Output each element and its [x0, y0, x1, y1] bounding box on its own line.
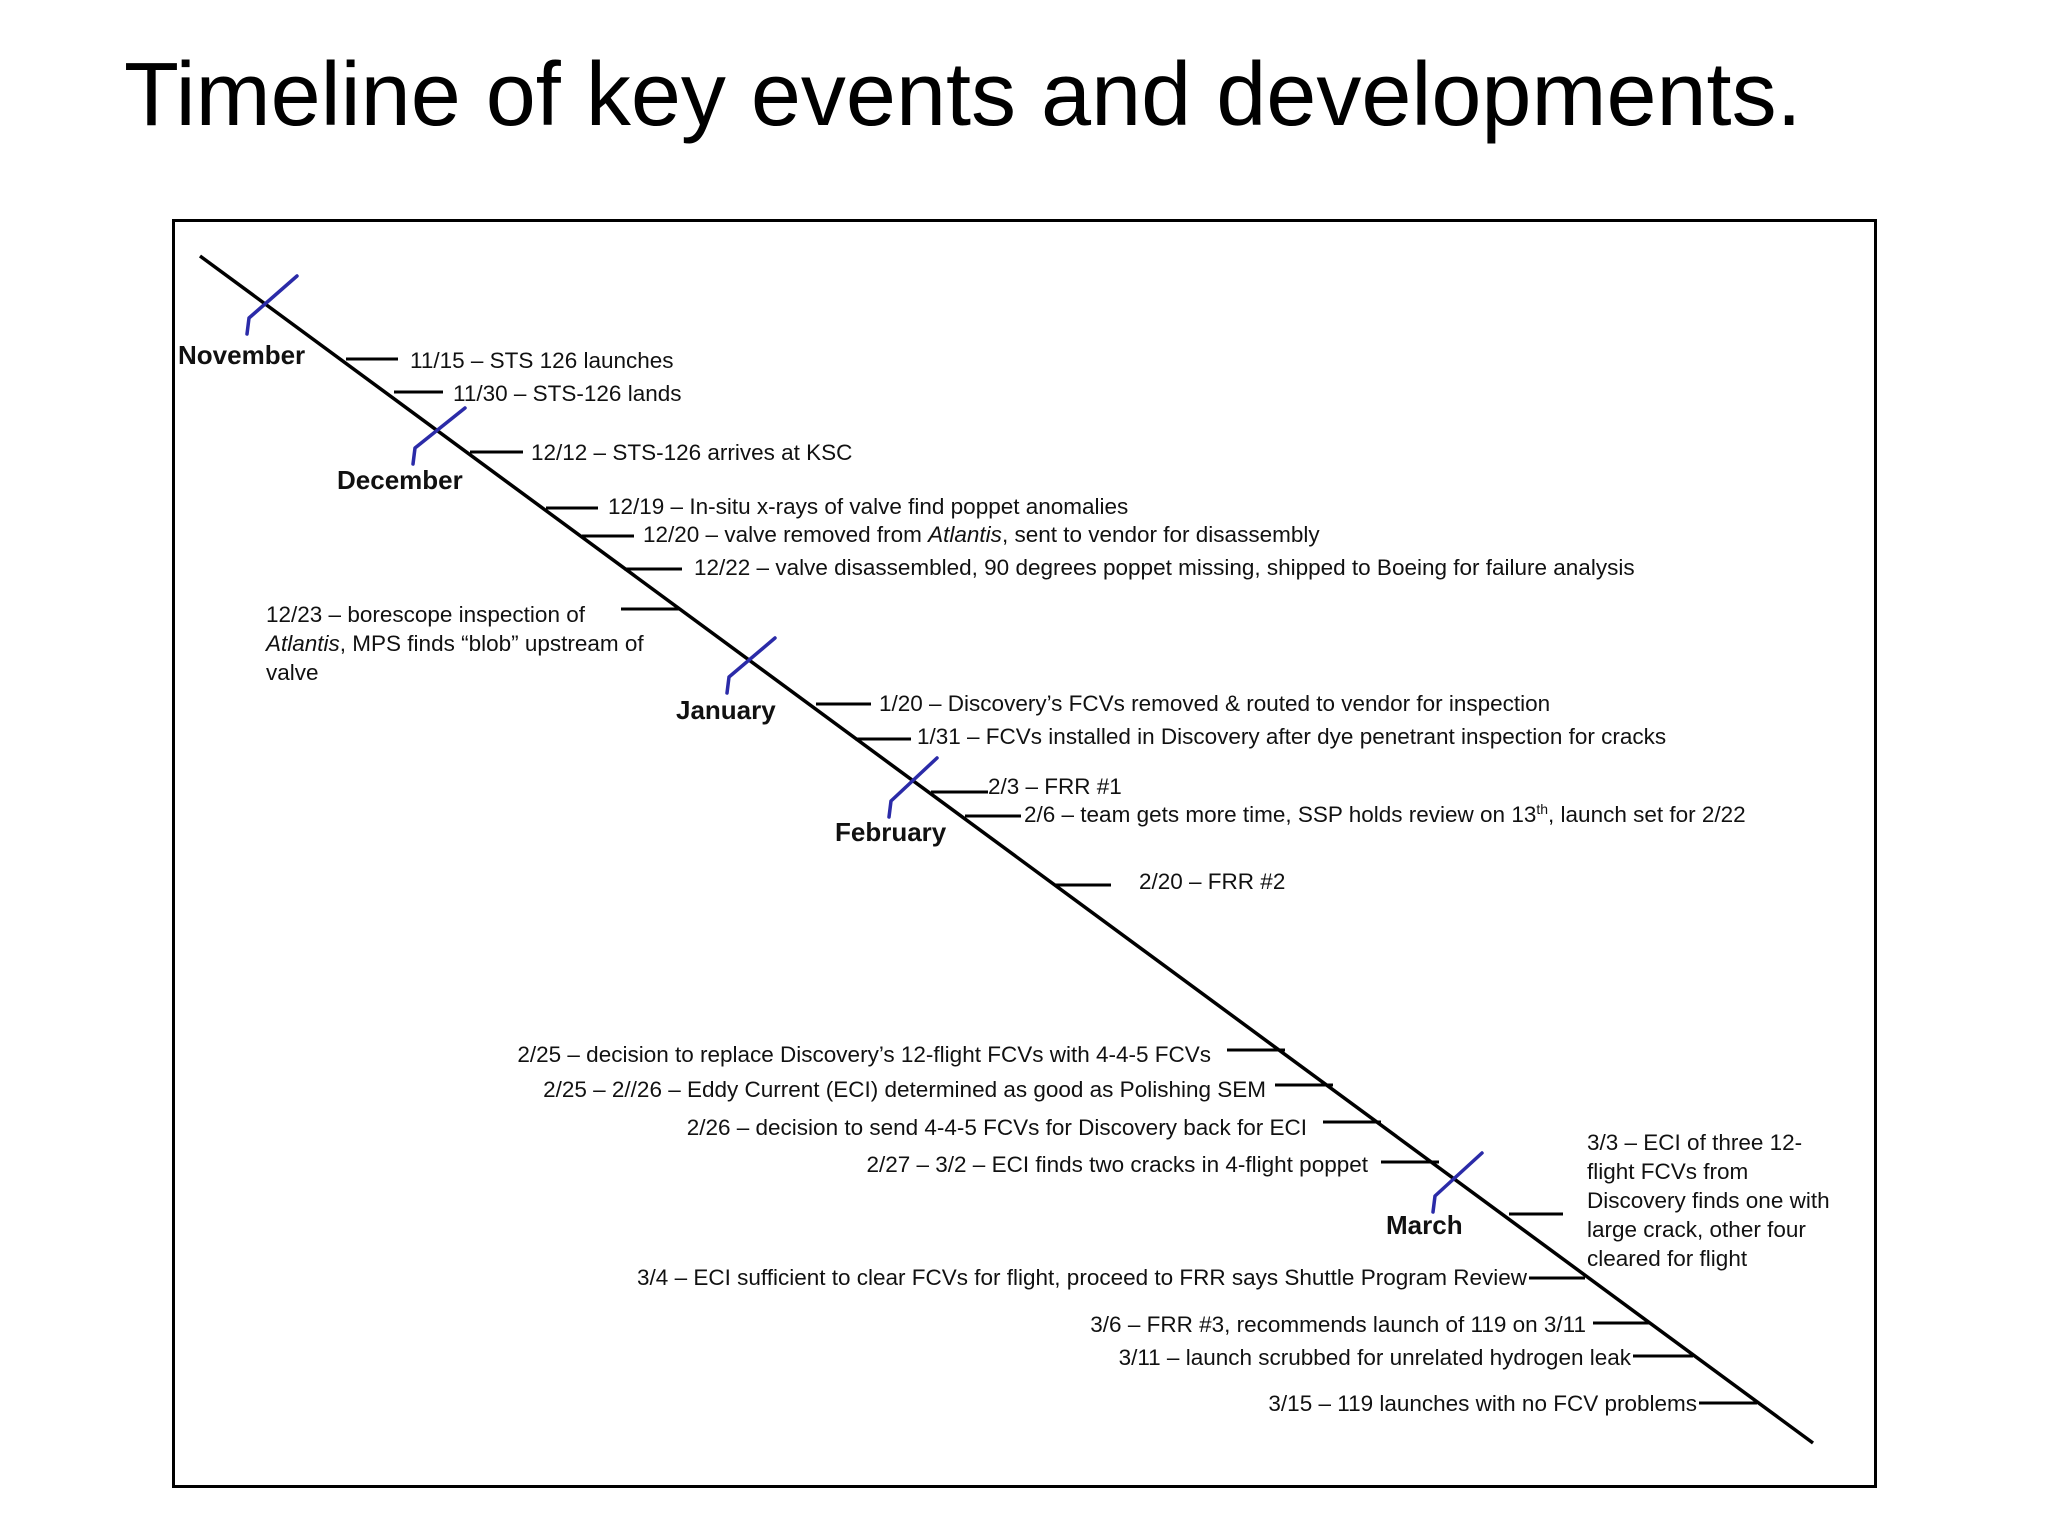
month-december — [337, 408, 465, 495]
event-text-segment: 3/6 – FRR #3, recommends launch of 119 on 3/11 — [1090, 1312, 1586, 1337]
event-label-line — [266, 602, 586, 627]
month-check-marker-icon — [727, 638, 775, 693]
timeline-event-e19 — [1090, 1312, 1649, 1337]
event-annotations — [264, 348, 1830, 1416]
event-label-line — [1024, 801, 1746, 827]
event-label-line — [517, 1042, 1211, 1067]
timeline-event-e18 — [637, 1265, 1585, 1290]
event-label-line — [1587, 1159, 1748, 1184]
month-november — [178, 276, 305, 370]
event-label-line — [453, 381, 681, 406]
event-text-segment: 12/12 – STS-126 arrives at KSC — [531, 440, 853, 465]
month-label-november: November — [178, 340, 306, 370]
event-label-line — [1587, 1188, 1830, 1213]
timeline-event-e6 — [624, 555, 1635, 580]
month-february — [835, 758, 947, 847]
event-text-segment: 11/30 – STS-126 lands — [453, 381, 682, 406]
event-text-segment: 12/19 – In-situ x-rays of valve find poppet anomalies — [608, 494, 1129, 519]
event-text-segment: 2/20 – FRR #2 — [1139, 869, 1286, 894]
slide-title: Timeline of key events and developments. — [124, 45, 1802, 145]
event-label-line — [1139, 869, 1285, 894]
event-text-segment: 2/6 – team gets more time, SSP holds review on 13 — [1024, 802, 1537, 827]
event-text-segment: 11/15 – STS 126 launches — [410, 348, 674, 373]
timeline-event-e13 — [517, 1042, 1285, 1067]
timeline-event-e16 — [866, 1152, 1439, 1177]
timeline-event-e1 — [346, 348, 674, 373]
event-label-line — [266, 660, 319, 685]
event-text-segment: Atlantis — [266, 631, 340, 656]
event-text-segment: large crack, other four — [1587, 1217, 1806, 1242]
event-text-segment: 3/11 – launch scrubbed for unrelated hydrogen leak — [1118, 1345, 1631, 1370]
event-text-segment: 3/15 – 119 launches with no FCV problems — [1268, 1391, 1697, 1416]
event-label-line — [643, 522, 1320, 547]
event-text-segment: flight FCVs from — [1587, 1159, 1749, 1184]
event-text-segment: 1/31 – FCVs installed in Discovery after dye penetrant inspection for cracks — [917, 724, 1667, 749]
timeline-event-e11 — [965, 801, 1746, 827]
event-label-line — [1090, 1312, 1586, 1337]
timeline-event-e12 — [1054, 869, 1285, 894]
event-label-line — [1587, 1217, 1806, 1242]
timeline-event-e20 — [1119, 1345, 1693, 1370]
event-text-segment: Discovery finds one with — [1587, 1188, 1830, 1213]
event-text-segment: 12/23 – borescope inspection of — [266, 602, 585, 627]
event-text-segment: 2/25 – 2//26 – Eddy Current (ECI) determined as good as Polishing SEM — [543, 1077, 1266, 1102]
timeline-event-e4 — [546, 494, 1128, 519]
event-label-line — [1119, 1345, 1632, 1370]
event-text-segment: th — [1536, 801, 1549, 817]
event-label-line — [531, 440, 852, 465]
timeline-event-e17 — [1509, 1130, 1830, 1271]
event-text-segment: 3/4 – ECI sufficient to clear FCVs for flight, proceed to FRR says Shuttle Program Review — [637, 1265, 1527, 1290]
event-label-line — [988, 774, 1122, 799]
event-text-segment: , sent to vendor for disassembly — [1001, 522, 1320, 547]
event-text-segment: 1/20 – Discovery’s FCVs removed & routed to vendor for inspection — [879, 691, 1551, 716]
event-label-line — [1268, 1391, 1697, 1416]
timeline-event-e2 — [394, 381, 681, 406]
month-check-marker-icon — [247, 276, 297, 334]
timeline-event-e21 — [1268, 1391, 1757, 1416]
event-label-line — [687, 1115, 1307, 1140]
event-label-line — [917, 724, 1666, 749]
event-label-line — [264, 631, 644, 656]
event-text-segment: Atlantis — [928, 522, 1002, 547]
event-text-segment: 3/3 – ECI of three 12- — [1587, 1130, 1803, 1155]
event-label-line — [879, 691, 1550, 716]
event-label-line — [866, 1152, 1368, 1177]
event-text-segment: 2/25 – decision to replace Discovery’s 12-flight FCVs with 4-4-5 FCVs — [517, 1042, 1211, 1067]
timeline-event-e14 — [543, 1077, 1333, 1102]
timeline-event-e9 — [855, 724, 1666, 749]
event-label-line — [543, 1077, 1266, 1102]
event-text-segment: 12/20 – valve removed from — [643, 522, 929, 547]
event-text-segment: 2/27 – 3/2 – ECI finds two cracks in 4-flight poppet — [866, 1152, 1368, 1177]
month-january — [676, 638, 776, 725]
timeline-event-e7 — [264, 602, 679, 685]
event-label-line — [694, 555, 1635, 580]
event-text-segment: , MPS finds “blob” upstream of — [339, 631, 644, 656]
timeline-event-e10 — [931, 774, 1122, 799]
timeline-event-e5 — [582, 522, 1320, 547]
timeline-event-e8 — [816, 691, 1550, 716]
month-label-december: December — [337, 465, 463, 495]
month-label-january: January — [676, 695, 776, 725]
month-label-march: March — [1386, 1210, 1463, 1240]
month-label-february: February — [835, 817, 947, 847]
timeline-event-e15 — [687, 1115, 1381, 1140]
event-label-line — [1587, 1130, 1802, 1155]
event-label-line — [637, 1265, 1528, 1290]
event-text-segment: 12/22 – valve disassembled, 90 degrees poppet missing, shipped to Boeing for failure analysis — [694, 555, 1635, 580]
event-text-segment: 2/26 – decision to send 4-4-5 FCVs for Discovery back for ECI — [686, 1115, 1307, 1140]
event-text-segment: , launch set for 2/22 — [1548, 802, 1746, 827]
timeline-event-e3 — [470, 440, 852, 465]
event-text-segment: 2/3 – FRR #1 — [988, 774, 1122, 799]
event-label-line — [608, 494, 1128, 519]
event-text-segment: valve — [266, 660, 319, 685]
event-text-segment: cleared for flight — [1587, 1246, 1748, 1271]
event-label-line — [1587, 1246, 1748, 1271]
event-label-line — [410, 348, 674, 373]
